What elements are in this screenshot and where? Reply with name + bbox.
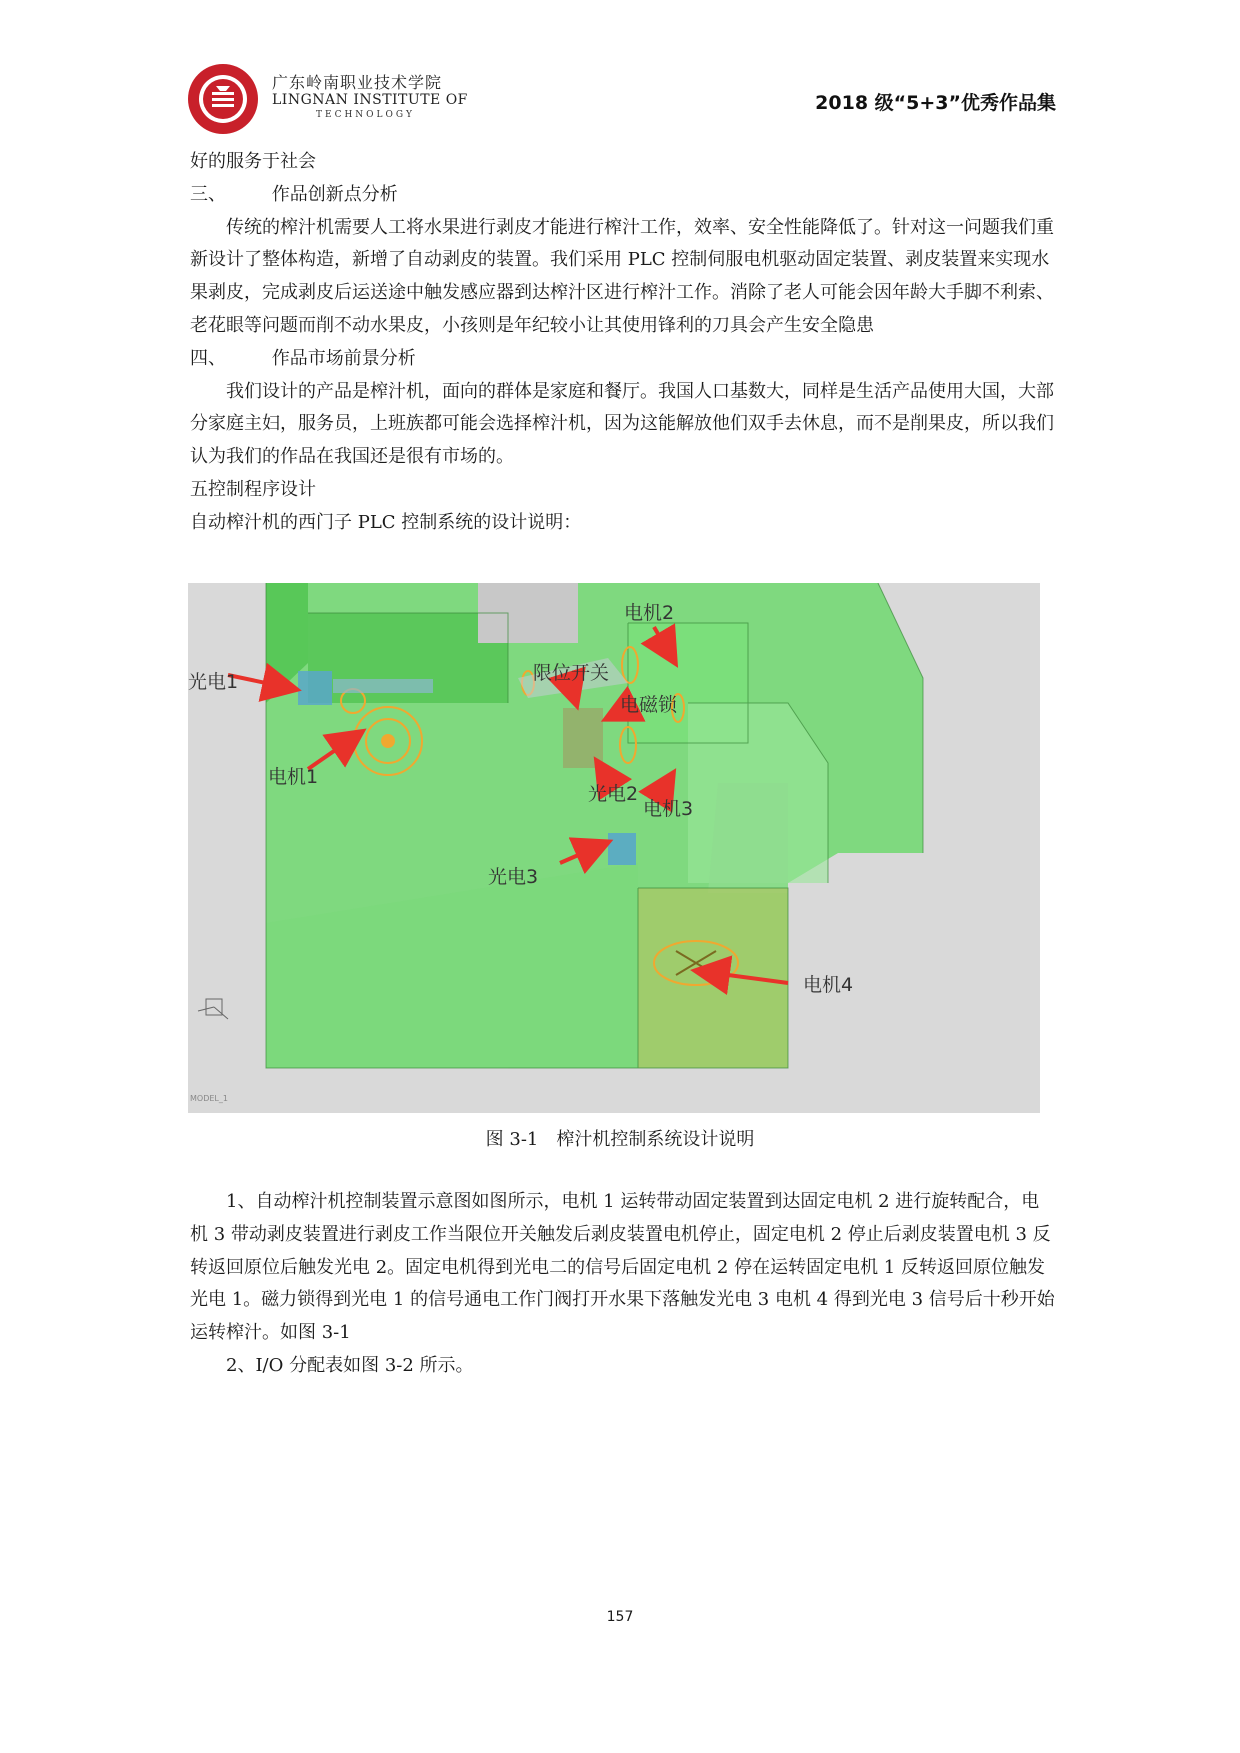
model-tag: MODEL_1 xyxy=(190,1094,228,1103)
body-text-2 xyxy=(190,1186,1056,1383)
control-description-paragraph: 1、自动榨汁机控制装置示意图如图所示，电机 1 运转带动固定装置到达固定电机 2 进行旋转配合，电机 3 带动剥皮装置进行剥皮工作当限位开关触发后剥皮装置电机停止，固定电机 2 停止后剥皮装置电机 3 反转返回原位后触发光电 2。固定电机得到光电二的信号后固定电机 2 停在运转固定电机 1 反转返回原位触发光电 1。磁力锁得到光电 1 的信号通电工作门阀打开水果下落触发光电 3 电机 4 得到光电 3 信号后十秒开始运转榨汁。如图 3-1 xyxy=(190,1191,1055,1344)
section-3-title: 作品创新点分析 xyxy=(271,183,398,205)
label-photoelectric-1: 光电1 xyxy=(188,671,239,693)
section-4-heading xyxy=(190,343,1056,376)
paragraph-continued: 好的服务于社会 xyxy=(190,151,316,172)
body-text xyxy=(190,146,1056,540)
section-3-number: 三、 xyxy=(190,183,226,205)
io-table-reference: 2、I/O 分配表如图 3-2 所示。 xyxy=(226,1354,474,1376)
label-photoelectric-2: 光电2 xyxy=(588,783,639,805)
school-name-en-line2: TECHNOLOGY xyxy=(316,110,415,120)
label-limit-switch: 限位开关 xyxy=(533,662,610,684)
label-motor-2: 电机2 xyxy=(624,602,675,624)
school-logo xyxy=(186,62,260,136)
school-name-en: LINGNAN INSTITUTE OF xyxy=(272,92,468,108)
juicer-cad-figure xyxy=(188,583,1040,1113)
market-paragraph: 我们设计的产品是榨汁机，面向的群体是家庭和餐厅。我国人口基数大，同样是生活产品使用大国，大部分家庭主妇，服务员，上班族都可能会选择榨汁机，因为这能解放他们双手去休息，而不是削果皮，所以我们认为我们的作品在我国还是很有市场的。 xyxy=(190,380,1054,468)
label-electromagnetic-lock: 电磁锁 xyxy=(620,694,678,716)
innovation-paragraph: 传统的榨汁机需要人工将水果进行剥皮才能进行榨汁工作，效率、安全性能降低了。针对这一问题我们重新设计了整体构造，新增了自动剥皮的装置。我们采用 PLC 控制伺服电机驱动固定装置、剥皮装置来实现水果剥皮，完成剥皮后运送途中触发感应器到达榨汁区进行榨汁工作。消除了老人可能会因年龄大手脚不利索、老花眼等问题而削不动水果皮，小孩则是年纪较小让其使用锋利的刀具会产生安全隐患 xyxy=(190,216,1054,336)
label-motor-4: 电机4 xyxy=(803,974,854,996)
section-3-heading xyxy=(190,179,1056,212)
section-4-title: 作品市场前景分析 xyxy=(271,347,416,369)
page-number: 157 xyxy=(606,1609,634,1625)
section-5-heading: 五控制程序设计 xyxy=(190,478,316,500)
label-motor-3: 电机3 xyxy=(643,798,694,820)
plc-intro-line: 自动榨汁机的西门子 PLC 控制系统的设计说明： xyxy=(190,511,582,533)
figure-caption: 图 3-1 榨汁机控制系统设计说明 xyxy=(485,1129,755,1150)
section-4-number: 四、 xyxy=(190,347,226,369)
label-photoelectric-3: 光电3 xyxy=(488,866,539,888)
collection-title: 2018 级“5+3”优秀作品集 xyxy=(815,92,1056,114)
page-header xyxy=(186,58,1056,128)
label-motor-1: 电机1 xyxy=(268,766,319,788)
school-name-cn: 广东岭南职业技术学院 xyxy=(272,73,443,92)
